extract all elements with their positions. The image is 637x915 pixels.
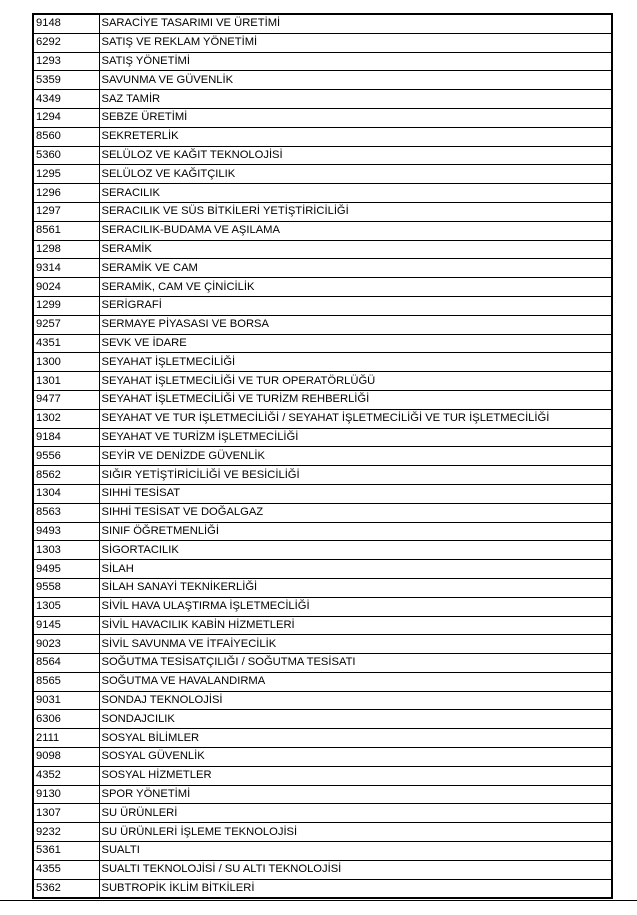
- program-name-cell: SU ÜRÜNLERİ İŞLEME TEKNOLOJİSİ: [99, 823, 612, 842]
- program-name-cell: SEYAHAT VE TURİZM İŞLETMECİLİĞİ: [99, 428, 612, 447]
- program-name-cell: SOSYAL BİLİMLER: [99, 729, 612, 748]
- program-code-cell: 8564: [33, 654, 99, 673]
- program-name-cell: SUALTI: [99, 842, 612, 861]
- program-name-cell: SİLAH SANAYİ TEKNİKERLİĞİ: [99, 578, 612, 597]
- program-code-cell: 1293: [33, 52, 99, 71]
- table-row: [33, 52, 612, 71]
- table-row: [33, 108, 612, 127]
- program-name-cell: SEYAHAT VE TUR İŞLETMECİLİĞİ / SEYAHAT İŞLETMECİLİĞİ VE TUR İŞLETMECİLİĞİ: [99, 409, 612, 428]
- program-code-cell: 6306: [33, 710, 99, 729]
- table-row: [33, 560, 612, 579]
- program-code-cell: 1303: [33, 541, 99, 560]
- table-row: [33, 315, 612, 334]
- program-code-cell: 9184: [33, 428, 99, 447]
- program-name-cell: SERMAYE PİYASASI VE BORSA: [99, 315, 612, 334]
- table-row: [33, 766, 612, 785]
- program-code-cell: 8561: [33, 221, 99, 240]
- program-name-cell: SAZ TAMİR: [99, 90, 612, 109]
- table-row: [33, 522, 612, 541]
- program-name-cell: SONDAJ TEKNOLOJİSİ: [99, 691, 612, 710]
- table-row: [33, 127, 612, 146]
- program-name-cell: SERACILIK VE SÜS BİTKİLERİ YETİŞTİRİCİLİĞİ: [99, 202, 612, 221]
- program-code-cell: 1300: [33, 353, 99, 372]
- program-code-cell: 8560: [33, 127, 99, 146]
- program-name-cell: SIHHİ TESİSAT: [99, 484, 612, 503]
- table-row: [33, 296, 612, 315]
- program-name-cell: SERİGRAFİ: [99, 296, 612, 315]
- program-name-cell: SAVUNMA VE GÜVENLİK: [99, 71, 612, 90]
- table-row: [33, 823, 612, 842]
- program-code-cell: 9145: [33, 616, 99, 635]
- program-name-cell: SEVK VE İDARE: [99, 334, 612, 353]
- table-row: [33, 184, 612, 203]
- program-code-cell: 4351: [33, 334, 99, 353]
- table-row: [33, 278, 612, 297]
- program-name-cell: SELÜLOZ VE KAĞITÇILIK: [99, 165, 612, 184]
- page-bottom-rule: [0, 900, 637, 901]
- program-name-cell: SOSYAL GÜVENLİK: [99, 748, 612, 767]
- program-code-cell: 1296: [33, 184, 99, 203]
- program-name-cell: SERAMİK: [99, 240, 612, 259]
- program-code-cell: 1299: [33, 296, 99, 315]
- program-name-cell: SATIŞ YÖNETİMİ: [99, 52, 612, 71]
- program-code-cell: 9314: [33, 259, 99, 278]
- table-row: [33, 14, 612, 33]
- table-row: [33, 146, 612, 165]
- program-code-cell: 9130: [33, 785, 99, 804]
- program-name-cell: SUALTI TEKNOLOJİSİ / SU ALTI TEKNOLOJİSİ: [99, 860, 612, 879]
- table-row: [33, 372, 612, 391]
- program-name-cell: SATIŞ VE REKLAM YÖNETİMİ: [99, 33, 612, 52]
- program-name-cell: SOĞUTMA VE HAVALANDIRMA: [99, 672, 612, 691]
- table-row: [33, 202, 612, 221]
- program-code-cell: 9558: [33, 578, 99, 597]
- program-name-cell: SEYİR VE DENİZDE GÜVENLİK: [99, 447, 612, 466]
- program-name-cell: SEYAHAT İŞLETMECİLİĞİ VE TUR OPERATÖRLÜĞÜ: [99, 372, 612, 391]
- program-code-cell: 1295: [33, 165, 99, 184]
- table-row: [33, 466, 612, 485]
- program-name-cell: SERAMİK, CAM VE ÇİNİCİLİK: [99, 278, 612, 297]
- program-code-cell: 1305: [33, 597, 99, 616]
- program-code-cell: 5360: [33, 146, 99, 165]
- program-code-table: [32, 13, 613, 899]
- program-name-cell: SİGORTACILIK: [99, 541, 612, 560]
- table-row: [33, 729, 612, 748]
- program-code-cell: 4349: [33, 90, 99, 109]
- program-name-cell: SEKRETERLİK: [99, 127, 612, 146]
- program-code-cell: 8563: [33, 503, 99, 522]
- table-row: [33, 334, 612, 353]
- table-row: [33, 259, 612, 278]
- program-code-cell: 1294: [33, 108, 99, 127]
- table-row: [33, 748, 612, 767]
- table-row: [33, 447, 612, 466]
- table-row: [33, 484, 612, 503]
- program-name-cell: SU ÜRÜNLERİ: [99, 804, 612, 823]
- table-row: [33, 240, 612, 259]
- table-row: [33, 710, 612, 729]
- program-code-cell: 9232: [33, 823, 99, 842]
- program-code-cell: 9031: [33, 691, 99, 710]
- program-code-cell: 9024: [33, 278, 99, 297]
- program-name-cell: SERACILIK: [99, 184, 612, 203]
- table-row: [33, 842, 612, 861]
- program-code-cell: 9493: [33, 522, 99, 541]
- program-name-cell: SEBZE ÜRETİMİ: [99, 108, 612, 127]
- table-row: [33, 879, 612, 898]
- program-name-cell: SINIF ÖĞRETMENLİĞİ: [99, 522, 612, 541]
- program-code-cell: 9148: [33, 14, 99, 33]
- table-row: [33, 597, 612, 616]
- table-row: [33, 33, 612, 52]
- program-name-cell: SİVİL HAVA ULAŞTIRMA İŞLETMECİLİĞİ: [99, 597, 612, 616]
- program-code-cell: 4352: [33, 766, 99, 785]
- program-code-cell: 1297: [33, 202, 99, 221]
- program-name-cell: SIHHİ TESİSAT VE DOĞALGAZ: [99, 503, 612, 522]
- program-code-cell: 5359: [33, 71, 99, 90]
- table-row: [33, 503, 612, 522]
- program-code-cell: 6292: [33, 33, 99, 52]
- program-code-cell: 9477: [33, 390, 99, 409]
- program-name-cell: SELÜLOZ VE KAĞIT TEKNOLOJİSİ: [99, 146, 612, 165]
- table-row: [33, 428, 612, 447]
- program-code-cell: 2111: [33, 729, 99, 748]
- table-body: [33, 14, 612, 898]
- program-code-cell: 8562: [33, 466, 99, 485]
- program-name-cell: SOSYAL HİZMETLER: [99, 766, 612, 785]
- program-name-cell: SUBTROPİK İKLİM BİTKİLERİ: [99, 879, 612, 898]
- program-name-cell: SIĞIR YETİŞTİRİCİLİĞİ VE BESİCİLİĞİ: [99, 466, 612, 485]
- table-row: [33, 616, 612, 635]
- program-name-cell: SİLAH: [99, 560, 612, 579]
- table-row: [33, 654, 612, 673]
- table-row: [33, 804, 612, 823]
- table-row: [33, 90, 612, 109]
- table-row: [33, 71, 612, 90]
- program-name-cell: SİVİL HAVACILIK KABİN HİZMETLERİ: [99, 616, 612, 635]
- program-code-cell: 1301: [33, 372, 99, 391]
- table-row: [33, 221, 612, 240]
- program-code-cell: 1307: [33, 804, 99, 823]
- program-code-cell: 1302: [33, 409, 99, 428]
- program-code-cell: 5362: [33, 879, 99, 898]
- program-name-cell: SERACILIK-BUDAMA VE AŞILAMA: [99, 221, 612, 240]
- table-row: [33, 672, 612, 691]
- table-row: [33, 578, 612, 597]
- program-code-cell: 9098: [33, 748, 99, 767]
- table-row: [33, 390, 612, 409]
- program-name-cell: SPOR YÖNETİMİ: [99, 785, 612, 804]
- table-row: [33, 635, 612, 654]
- program-code-cell: 1304: [33, 484, 99, 503]
- program-code-cell: 1298: [33, 240, 99, 259]
- table-row: [33, 860, 612, 879]
- program-name-cell: SEYAHAT İŞLETMECİLİĞİ VE TURİZM REHBERLİĞİ: [99, 390, 612, 409]
- program-name-cell: SERAMİK VE CAM: [99, 259, 612, 278]
- table-row: [33, 541, 612, 560]
- table-row: [33, 409, 612, 428]
- program-code-cell: 9257: [33, 315, 99, 334]
- table-row: [33, 165, 612, 184]
- program-name-cell: SİVİL SAVUNMA VE İTFAİYECİLİK: [99, 635, 612, 654]
- program-code-cell: 4355: [33, 860, 99, 879]
- program-name-cell: SEYAHAT İŞLETMECİLİĞİ: [99, 353, 612, 372]
- table-row: [33, 691, 612, 710]
- program-code-cell: 9023: [33, 635, 99, 654]
- table-row: [33, 353, 612, 372]
- program-code-cell: 5361: [33, 842, 99, 861]
- program-name-cell: SARACİYE TASARIMI VE ÜRETİMİ: [99, 14, 612, 33]
- program-code-cell: 9495: [33, 560, 99, 579]
- table-row: [33, 785, 612, 804]
- program-code-cell: 9556: [33, 447, 99, 466]
- program-name-cell: SOĞUTMA TESİSATÇILIĞI / SOĞUTMA TESİSATI: [99, 654, 612, 673]
- program-name-cell: SONDAJCILIK: [99, 710, 612, 729]
- program-code-cell: 8565: [33, 672, 99, 691]
